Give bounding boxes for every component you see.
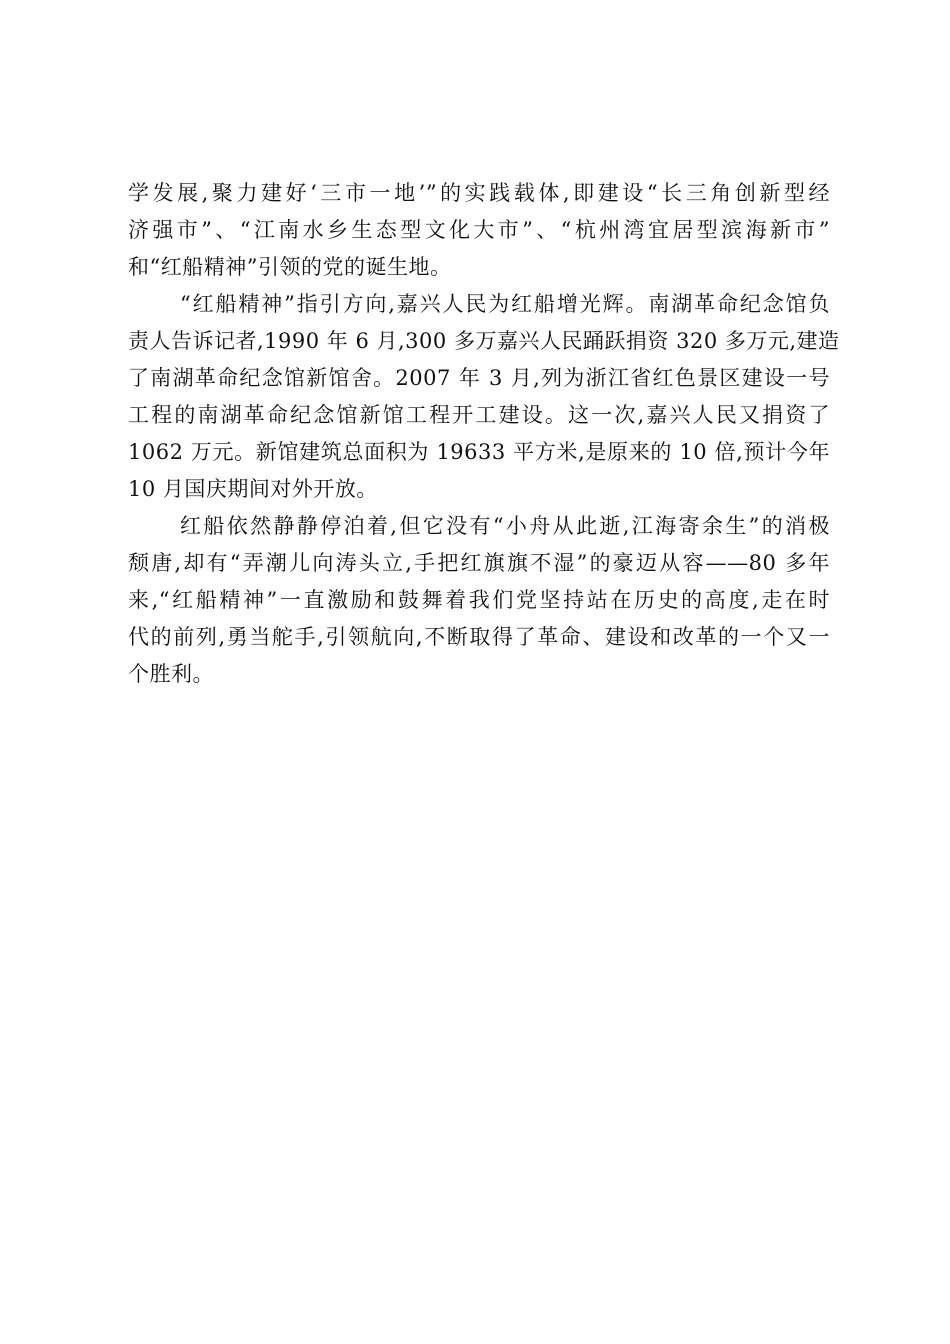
paragraph-3-line-5: 个胜利。 xyxy=(128,662,214,686)
paragraph-1-line-2: 济强市”、“江南水乡生态型文化大市”、“杭州湾宜居型滨海新市” xyxy=(128,218,830,242)
paragraph-3-line-2: 颓唐,却有“弄潮儿向涛头立,手把红旗旗不湿”的豪迈从容——80 多年 xyxy=(128,551,830,575)
paragraph-2-line-6: 10 月国庆期间对外开放。 xyxy=(128,477,378,501)
article-body xyxy=(128,175,840,693)
paragraph-2-line-5: 1062 万元。新馆建筑总面积为 19633 平方米,是原来的 10 倍,预计今年 xyxy=(128,440,830,464)
paragraph-1-line-3: 和“红船精神”引领的党的诞生地。 xyxy=(128,255,452,279)
paragraph-3-line-1: 红船依然静静停泊着,但它没有“小舟从此逝,江海寄余生”的消极 xyxy=(180,514,830,538)
paragraph-2-line-1: “红船精神”指引方向,嘉兴人民为红船增光辉。南湖革命纪念馆负 xyxy=(180,292,830,316)
paragraph-1-line-1: 学发展,聚力建好‘三市一地’”的实践载体,即建设“长三角创新型经 xyxy=(128,181,830,205)
paragraph-2-line-2: 责人告诉记者,1990 年 6 月,300 多万嘉兴人民踊跃捐资 320 多万元,建造 xyxy=(128,329,840,353)
paragraph-3-line-4: 代的前列,勇当舵手,引领航向,不断取得了革命、建设和改革的一个又一 xyxy=(128,625,830,649)
paragraph-3-line-3: 来,“红船精神”一直激励和鼓舞着我们党坚持站在历史的高度,走在时 xyxy=(128,588,830,612)
paragraph-2-line-4: 工程的南湖革命纪念馆新馆工程开工建设。这一次,嘉兴人民又捐资了 xyxy=(128,403,830,427)
paragraph-2-line-3: 了南湖革命纪念馆新馆舍。2007 年 3 月,列为浙江省红色景区建设一号 xyxy=(128,366,830,390)
